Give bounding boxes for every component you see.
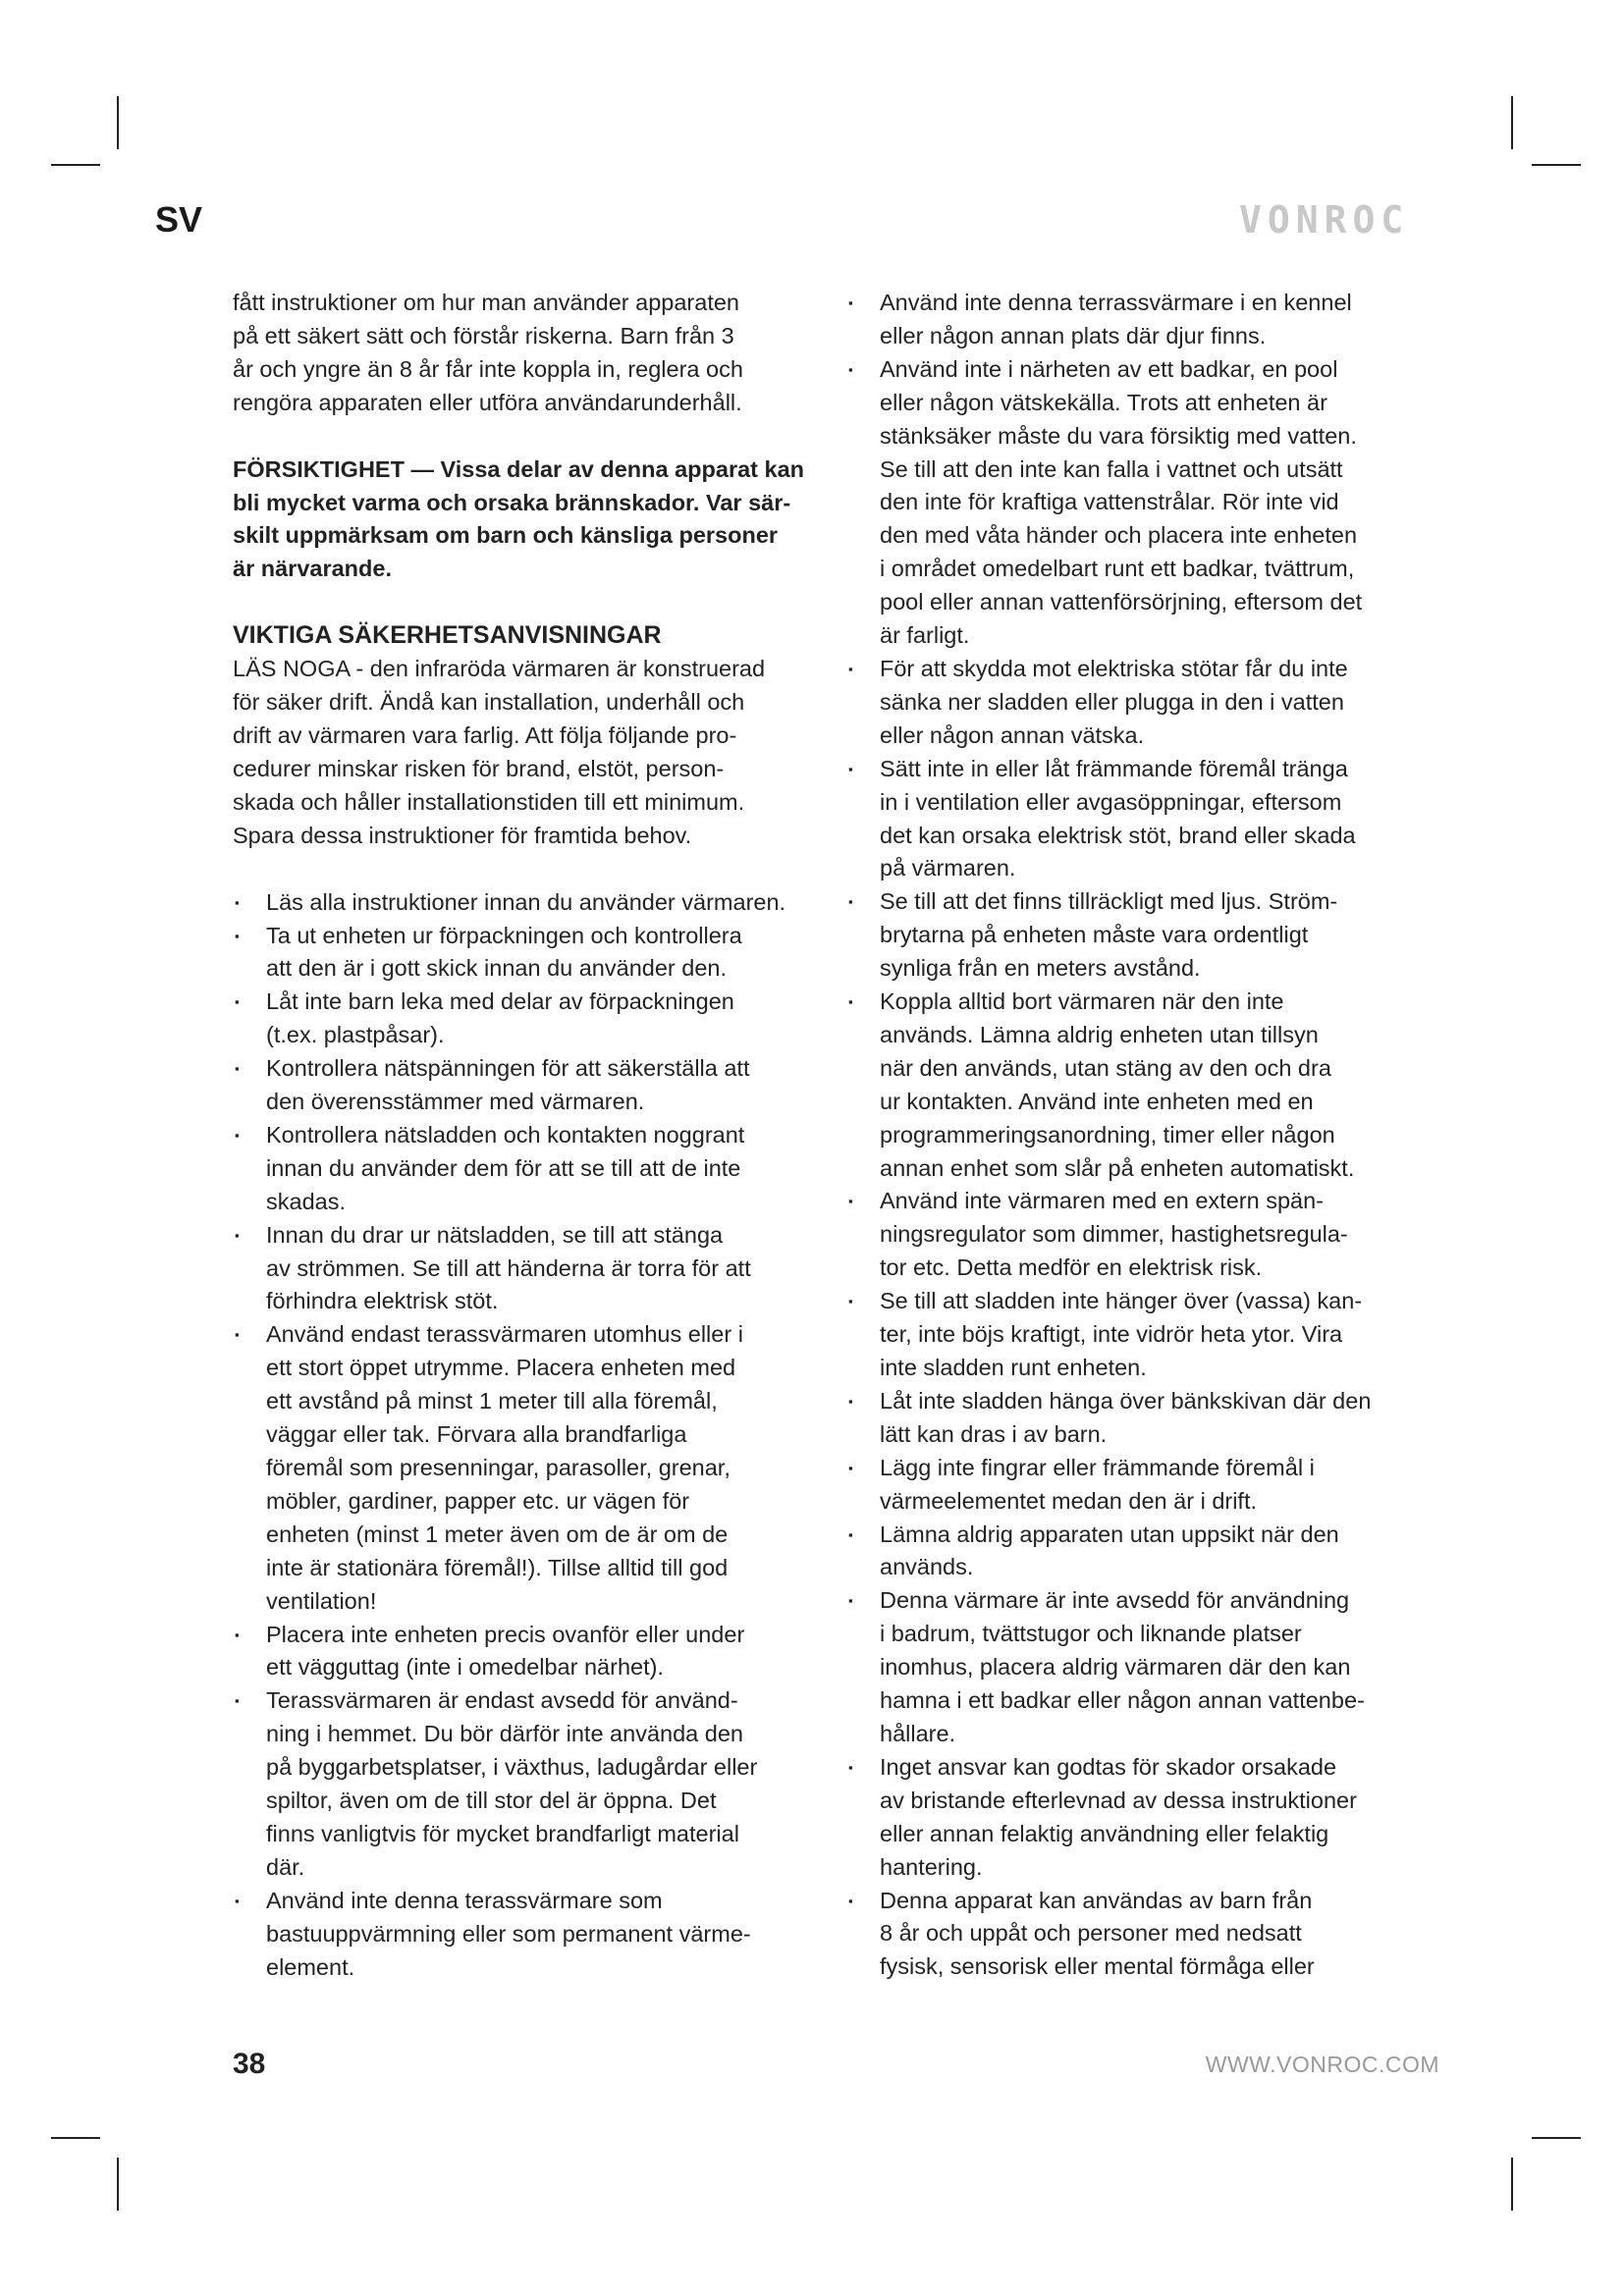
list-item: ▪ Kontrollera nätsladden och kontakten noggrant innan du använder dem för att se till att de inte skadas. [233, 1119, 812, 1219]
crop-mark [117, 96, 119, 149]
section-body: LÄS NOGA - den infraröda värmaren är konstruerad för säker drift. Ändå kan installation, underhåll och drift av värmaren vara farlig. Att följa följande pro- cedurer minskar risken för brand, elstöt, person- skada och håller installationstiden till ett minimum. Spara dessa instruktioner för framtida behov. [233, 656, 766, 848]
list-item: ▪ Ta ut enheten ur förpackningen och kontrollera att den är i gott skick innan du använder den. [233, 920, 812, 987]
list-item: ▪ Låt inte sladden hänga över bänkskivan där den lätt kan dras i av barn. [846, 1385, 1445, 1452]
list-item: ▪ Koppla alltid bort värmaren när den inte används. Lämna aldrig enheten utan tillsyn när den används, utan stäng av den och dra ur kontakten. Använd inte enheten med en programmeringsanordning, timer eller någon annan enhet som slår på enheten automatiskt. [846, 986, 1445, 1185]
crop-mark [117, 2158, 119, 2211]
list-item: ▪ Sätt inte in eller låt främmande föremål tränga in i ventilation eller avgasöppningar, eftersom det kan orsaka elektrisk stöt, brand eller skada på värmaren. [846, 753, 1445, 886]
list-item: ▪ För att skydda mot elektriska stötar får du inte sänka ner sladden eller plugga in den i vatten eller någon annan vätska. [846, 653, 1445, 753]
crop-mark [1532, 2137, 1581, 2139]
left-bullet-list [233, 886, 812, 1985]
list-item: ▪ Denna värmare är inte avsedd för användning i badrum, tvättstugor och liknande platser inomhus, placera aldrig värmaren där den kan hamna i ett badkar eller någon annan vattenbe- hållare. [846, 1584, 1445, 1751]
list-item: ▪ Kontrollera nätspänningen för att säkerställa att den överensstämmer med värmaren. [233, 1052, 812, 1119]
list-item: ▪ Lägg inte fingrar eller främmande föremål i värmeelementet medan den är i drift. [846, 1452, 1445, 1519]
list-item: ▪ Låt inte barn leka med delar av förpackningen (t.ex. plastpåsar). [233, 986, 812, 1052]
list-item: ▪ Inget ansvar kan godtas för skador orsakade av bristande efterlevnad av dessa instruktioner eller annan felaktig användning eller felaktig hantering. [846, 1751, 1445, 1885]
left-column [233, 287, 812, 1985]
list-item: ▪ Se till att det finns tillräckligt med ljus. Ström- brytarna på enheten måste vara ordentligt synliga från en meters avstånd. [846, 885, 1445, 986]
list-item: ▪ Använd inte i närheten av ett badkar, en pool eller någon vätskekälla. Trots att enheten är stänksäker måste du vara försiktig med vatten. Se till att den inte kan falla i vattnet och utsätt den inte för kraftiga vattenstrålar. Rör inte vid den med våta händer och placera inte enheten i området omedelbart runt ett badkar, tvättrum, pool eller annan vattenförsörjning, eftersom det är farligt. [846, 353, 1445, 653]
crop-mark [1511, 96, 1513, 149]
list-item: ▪ Använd inte värmaren med en extern spän- ningsregulator som dimmer, hastighetsregula- tor etc. Detta medför en elektrisk risk. [846, 1185, 1445, 1285]
section-heading: VIKTIGA SÄKERHETSANVISNINGAR [233, 621, 662, 650]
list-item: ▪ Använd inte denna terrassvärmare i en kennel eller någon annan plats där djur finns. [846, 287, 1445, 353]
list-item: ▪ Denna apparat kan användas av barn från 8 år och uppåt och personer med nedsatt fysisk, sensorisk eller mental förmåga eller [846, 1885, 1445, 1985]
crop-mark [51, 164, 100, 166]
list-item: ▪ Använd endast terassvärmaren utomhus eller i ett stort öppet utrymme. Placera enheten med ett avstånd på minst 1 meter till alla föremål, väggar eller tak. Förvara alla brandfarliga föremål som presenningar, parasoller, grenar, möbler, gardiner, papper etc. ur vägen för enheten (minst 1 meter även om de är om de inte är stationära föremål!). Tillse alltid till god ventilation! [233, 1318, 812, 1618]
page-number: 38 [233, 2048, 266, 2080]
list-item: ▪ Använd inte denna terassvärmare som bastuuppvärmning eller som permanent värme- element. [233, 1885, 812, 1985]
list-item: ▪ Placera inte enheten precis ovanför eller under ett vägguttag (inte i omedelbar närhet). [233, 1619, 812, 1685]
list-item: ▪ Terassvärmaren är endast avsedd för använd- ning i hemmet. Du bör därför inte använda den på byggarbetsplatser, i växthus, ladugårdar eller spiltor, även om de till stor del är öppna. Det finns vanligtvis för mycket brandfarligt material där. [233, 1684, 812, 1884]
right-bullet-list [846, 287, 1445, 1984]
crop-mark [1532, 164, 1581, 166]
list-item: ▪ Se till att sladden inte hänger över (vassa) kan- ter, inte böjs kraftigt, inte vidrör heta ytor. Vira inte sladden runt enheten. [846, 1285, 1445, 1385]
caution-paragraph: FÖRSIKTIGHET — Vissa delar av denna apparat kan bli mycket varma och orsaka brännskador. Var sär- skilt uppmärksam om barn och känsliga personer är närvarande. [233, 455, 805, 582]
brand-logo: VONROC [1239, 198, 1410, 241]
list-item: ▪ Innan du drar ur nätsladden, se till att stänga av strömmen. Se till att händerna är torra för att förhindra elektrisk stöt. [233, 1219, 812, 1319]
website-link[interactable]: WWW.VONROC.COM [1205, 2052, 1439, 2077]
language-code: SV [155, 199, 203, 240]
crop-mark [51, 2137, 100, 2139]
list-item: ▪ Lämna aldrig apparaten utan uppsikt när den används. [846, 1519, 1445, 1585]
crop-mark [1511, 2158, 1513, 2211]
list-item: ▪ Läs alla instruktioner innan du använder värmaren. [233, 886, 812, 920]
intro-paragraph: fått instruktioner om hur man använder apparaten på ett säkert sätt och förstår riskerna. Barn från 3 år och yngre än 8 år får inte koppla in, reglera och rengöra apparaten eller utföra användarunderhåll. [233, 290, 743, 415]
right-column [846, 287, 1445, 1984]
